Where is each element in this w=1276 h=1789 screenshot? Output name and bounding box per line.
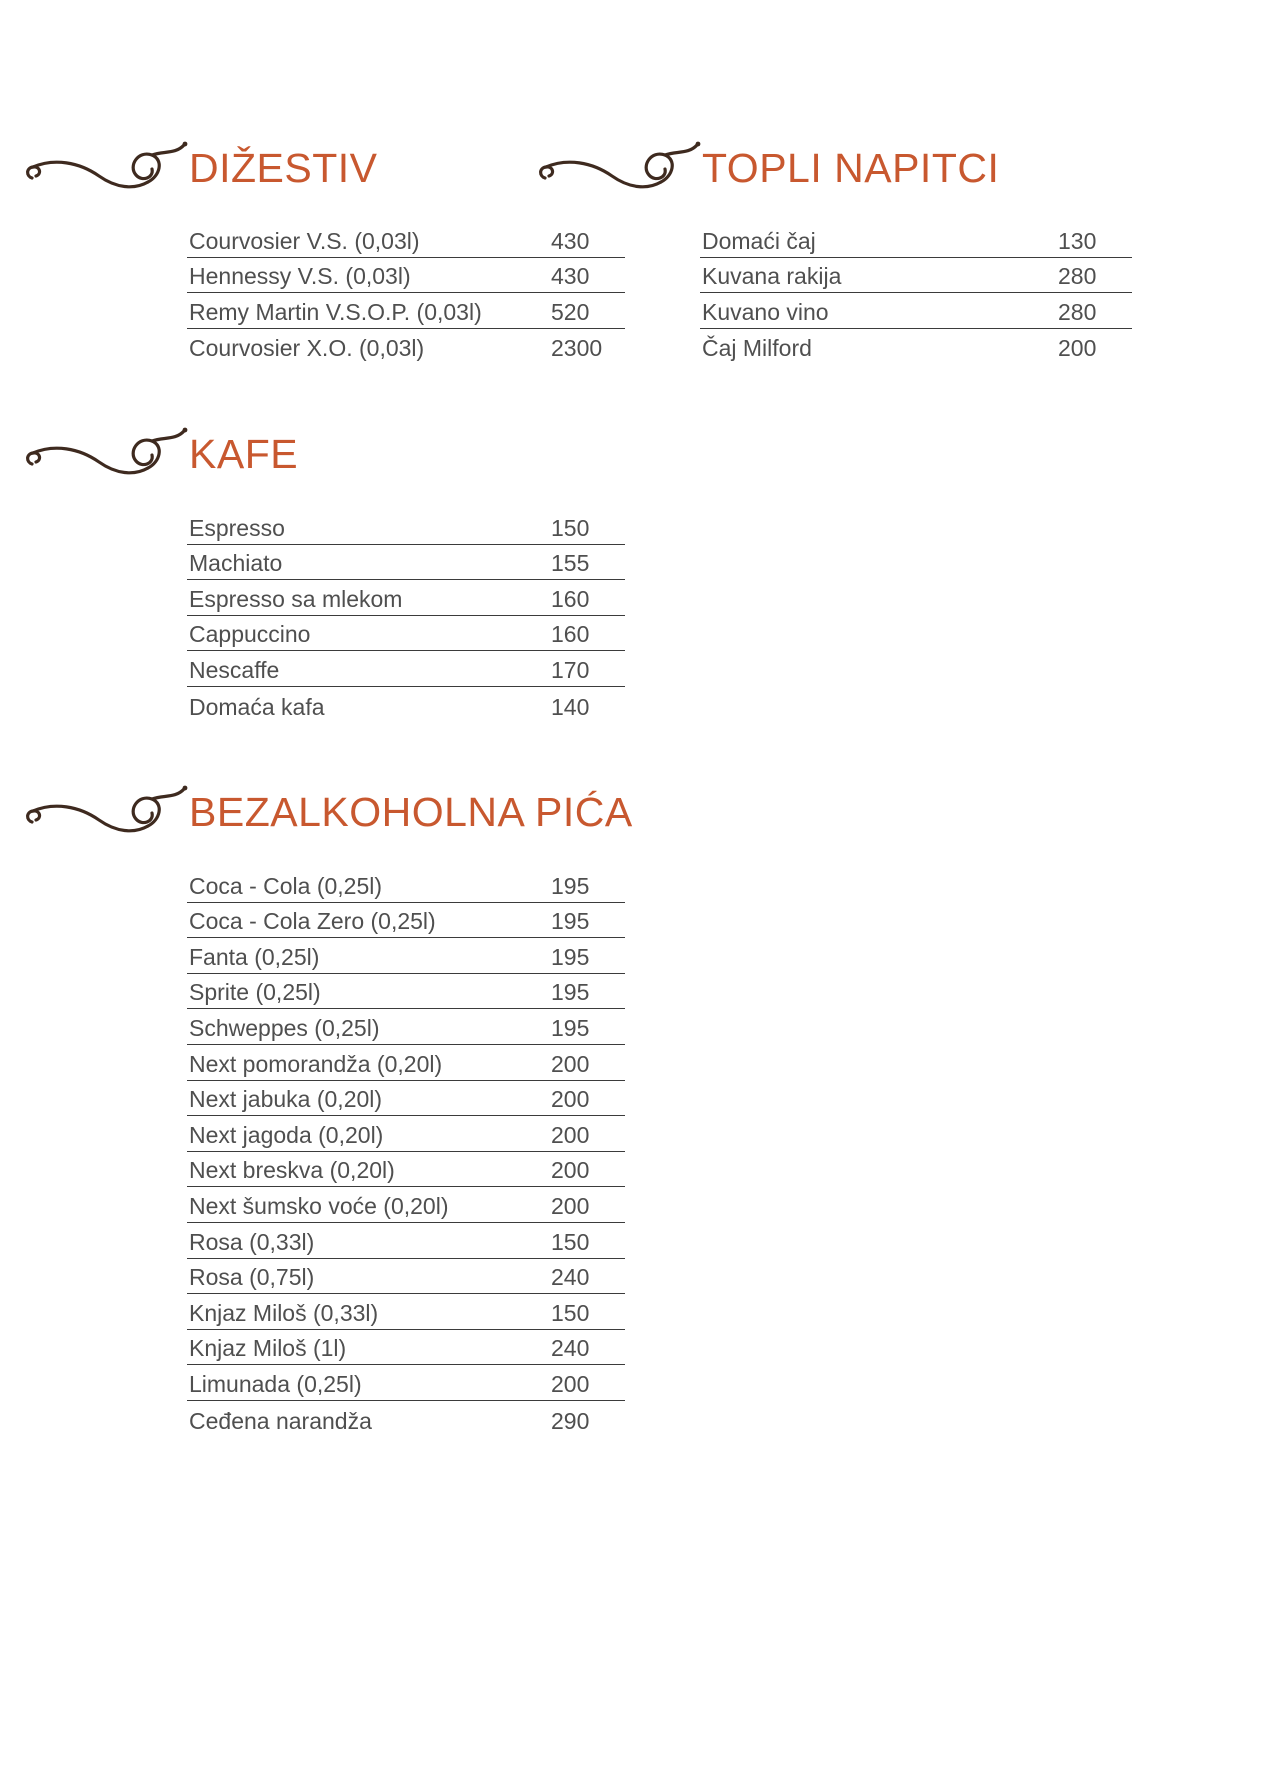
menu-item-name: Ceđena narandža [189,1407,372,1434]
menu-item-price: 200 [551,1157,590,1184]
menu-item-price: 240 [551,1335,590,1362]
menu-item [187,1187,625,1223]
menu-item-name: Courvosier V.S. (0,03l) [189,227,420,254]
menu-item-name: Fanta (0,25l) [189,943,320,970]
menu-item [187,1401,625,1437]
menu-item [187,616,625,652]
menu-item [187,651,625,687]
menu-item-price: 200 [551,1121,590,1148]
menu-item-price: 290 [551,1407,590,1434]
menu-item-price: 195 [551,943,590,970]
menu-item-price: 130 [1058,227,1097,254]
menu-item-price: 430 [551,263,590,290]
menu-item-price: 160 [551,585,590,612]
menu-item-name: Courvosier X.O. (0,03l) [189,335,425,362]
menu-item [187,1116,625,1152]
menu-item [187,974,625,1010]
menu-item-name: Limunada (0,25l) [189,1370,362,1397]
menu-item-name: Kuvana rakija [702,263,842,290]
menu-item-price: 2300 [551,335,603,362]
menu-item-name: Coca - Cola Zero (0,25l) [189,908,436,935]
menu-item-price: 160 [551,621,590,648]
menu-item-name: Cappuccino [189,621,311,648]
menu-item [700,258,1132,294]
menu-item-price: 200 [551,1086,590,1113]
menu-item [187,1259,625,1295]
menu-item-price: 430 [551,227,590,254]
menu-item [700,222,1132,258]
menu-item [187,687,625,723]
menu-item-price: 150 [551,514,590,541]
menu-item-name: Espresso sa mlekom [189,585,403,612]
menu-item-price: 280 [1058,263,1097,290]
menu-item-name: Rosa (0,75l) [189,1264,315,1291]
menu-item-price: 140 [551,693,590,720]
menu-item-price: 195 [551,872,590,899]
menu-item-name: Next jagoda (0,20l) [189,1121,384,1148]
menu-item-name: Hennessy V.S. (0,03l) [189,263,411,290]
flourish-swirl-icon [24,424,189,488]
menu-item-price: 195 [551,908,590,935]
menu-item-price: 150 [551,1228,590,1255]
menu-item-price: 195 [551,979,590,1006]
menu-item [187,258,625,294]
menu-item-name: Domaća kafa [189,693,325,720]
section-title-kafe: KAFE [189,431,299,477]
menu-list-topli-napitci [700,222,1132,364]
menu-item [187,293,625,329]
menu-item [187,1045,625,1081]
menu-item [187,545,625,581]
menu-item [187,903,625,939]
menu-item-name: Knjaz Miloš (0,33l) [189,1299,379,1326]
section-title-bezalkoholna-pica: BEZALKOHOLNA PIĆA [189,789,633,835]
menu-item [187,1152,625,1188]
flourish-swirl-icon [24,138,189,202]
menu-item-price: 280 [1058,298,1097,325]
menu-item-price: 200 [551,1192,590,1219]
menu-item [187,1009,625,1045]
menu-item-name: Next jabuka (0,20l) [189,1086,383,1113]
menu-item-name: Schweppes (0,25l) [189,1014,380,1041]
menu-item-name: Remy Martin V.S.O.P. (0,03l) [189,298,482,325]
menu-item [700,293,1132,329]
menu-item [187,867,625,903]
menu-list-kafe [187,509,625,723]
menu-item-price: 170 [551,656,590,683]
menu-item-name: Coca - Cola (0,25l) [189,872,383,899]
menu-item [187,329,625,365]
menu-item-name: Kuvano vino [702,298,829,325]
menu-item-name: Domaći čaj [702,227,816,254]
menu-item-name: Rosa (0,33l) [189,1228,315,1255]
menu-item-price: 200 [551,1050,590,1077]
menu-item-price: 150 [551,1299,590,1326]
menu-item [187,1081,625,1117]
menu-item [187,1223,625,1259]
section-title-topli-napitci: TOPLI NAPITCI [702,145,1000,191]
menu-item-name: Espresso [189,514,285,541]
menu-item-name: Knjaz Miloš (1l) [189,1335,347,1362]
menu-list-bezalkoholna-pica [187,867,625,1437]
menu-item [187,222,625,258]
menu-item-price: 240 [551,1264,590,1291]
flourish-swirl-icon [24,782,189,846]
menu-item-name: Next šumsko voće (0,20l) [189,1192,449,1219]
menu-item-name: Sprite (0,25l) [189,979,321,1006]
menu-item-name: Next pomorandža (0,20l) [189,1050,443,1077]
menu-list-dizestiv [187,222,625,364]
menu-item-price: 155 [551,550,590,577]
menu-item-name: Nescaffe [189,656,280,683]
menu-item-name: Machiato [189,550,283,577]
section-title-dizestiv: DIŽESTIV [189,145,378,191]
menu-item [187,1294,625,1330]
menu-item [187,509,625,545]
menu-item-price: 200 [551,1370,590,1397]
menu-item-price: 200 [1058,335,1097,362]
menu-item [187,580,625,616]
menu-item [187,938,625,974]
menu-item-name: Next breskva (0,20l) [189,1157,395,1184]
menu-item-name: Čaj Milford [702,335,812,362]
flourish-swirl-icon [537,138,702,202]
menu-item-price: 195 [551,1014,590,1041]
menu-item [700,329,1132,365]
menu-item [187,1365,625,1401]
menu-item-price: 520 [551,298,590,325]
menu-item [187,1330,625,1366]
